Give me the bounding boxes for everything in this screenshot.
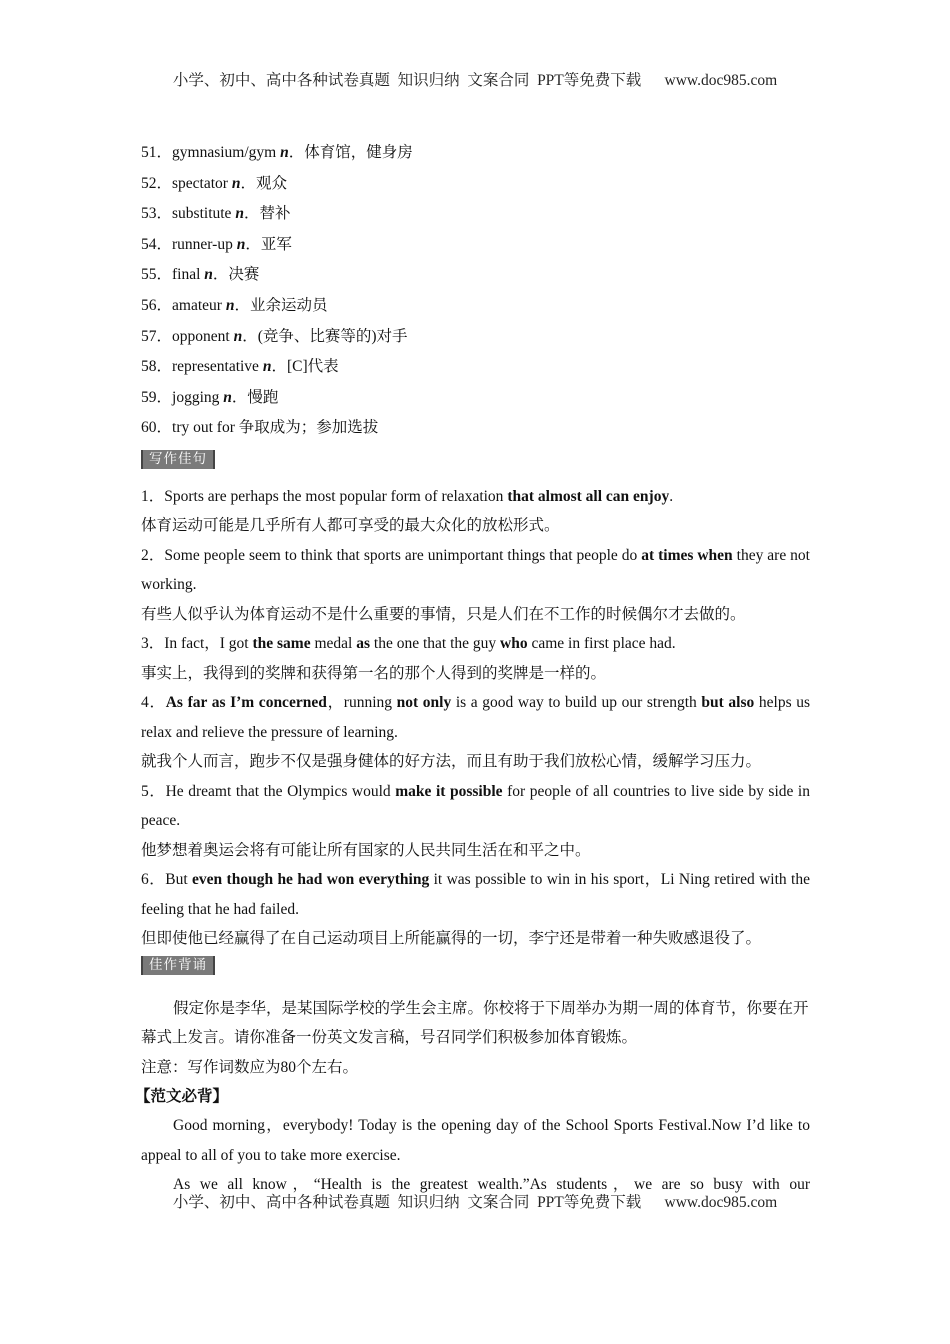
sentence-text: 3．In fact，I got [141, 635, 253, 653]
task-note: 注意：写作词数应为80个左右。 [141, 1058, 359, 1076]
sentence-key-phrase: the same [252, 635, 311, 653]
sentence-zh: 有些人似乎认为体育运动不是什么重要的事情，只是人们在不工作的时候偶尔才去做的。 [141, 605, 746, 623]
sentence-text: came in first place had. [527, 635, 676, 653]
vocab-item: 60．try out for 争取成为；参加选拔 [141, 419, 379, 437]
page-header [0, 68, 950, 90]
sentence-key-phrase: not only [396, 694, 452, 712]
sample-title: 【范文必背】 [135, 1088, 229, 1106]
vocab-item: 54．runner-up n．亚军 [141, 235, 292, 253]
sentence-text: 1．Sports are perhaps the most popular form of relaxation [141, 487, 508, 505]
sentence-text: helps us relax and relieve the pressure of learning. [141, 694, 810, 741]
sentence-key-phrase: that almost all can enjoy [507, 487, 670, 505]
sentence-zh: 但即使他已经赢得了在自己运动项目上所能赢得的一切，李宁还是带着一种失败感退役了。 [141, 930, 762, 948]
sentence-text: it was possible to win in his sport，Li Ning retired with the feeling that he had failed. [141, 871, 810, 918]
essay-paragraph: As we all know，“Health is the greatest wealth.”As students，we are so busy with our [173, 1176, 810, 1194]
section-tag-label: 佳作背诵 [141, 956, 215, 975]
sentence-en [141, 688, 810, 747]
sentence-text: for people of all countries to live side by side in peace. [141, 782, 810, 830]
sentence-key-phrase: at times when [641, 546, 733, 564]
sentence-text: 2．Some people seem to think that sports are unimportant things that people do [141, 546, 642, 564]
vocab-item: 51．gymnasium/gym n．体育馆，健身房 [141, 144, 413, 161]
vocab-item: 53．substitute n．替补 [141, 205, 291, 223]
sentence-key-phrase: but also [701, 694, 755, 712]
vocab-item: 58．representative n．[C]代表 [141, 358, 339, 376]
task-paragraph: 假定你是李华，是某国际学校的学生会主席。你校将于下周举办为期一周的体育节，你要在开幕式上发言。请你准备一份英文发言稿，号召同学们积极参加体育锻炼。 [141, 999, 809, 1047]
sentence-zh: 体育运动可能是几乎所有人都可享受的最大众化的放松形式。 [141, 517, 560, 535]
sentence-en [141, 541, 810, 600]
sentence-text: is a good way to build up our strength [451, 694, 702, 712]
sentence-en [141, 777, 810, 836]
sentence-text: ，running [326, 694, 397, 712]
sentence-key-phrase: make it possible [395, 782, 503, 800]
header-text: 小学、初中、高中各种试卷真题 知识归纳 文案合同 PPT等免费下载 [172, 72, 642, 89]
section-tag-label: 写作佳句 [141, 450, 215, 469]
sentence-key-phrase: even though he had won everything [192, 871, 430, 889]
sentence-text: . [669, 487, 674, 505]
sentence-zh: 就我个人而言，跑步不仅是强身健体的好方法，而且有助于我们放松心情，缓解学习压力。 [141, 753, 762, 771]
vocab-item: 59．jogging n．慢跑 [141, 388, 279, 406]
footer-text: 小学、初中、高中各种试卷真题 知识归纳 文案合同 PPT等免费下载 [172, 1194, 642, 1211]
sentence-key-phrase: as [356, 635, 371, 653]
sentence-zh: 他梦想着奥运会将有可能让所有国家的人民共同生活在和平之中。 [141, 841, 591, 859]
writing-task [141, 994, 810, 1083]
sentence-text: medal [310, 635, 357, 653]
footer-url: www.doc985.com [664, 1194, 778, 1211]
sentence-en [141, 865, 810, 924]
document-body [135, 142, 810, 1200]
vocab-item: 52．spectator n．观众 [141, 174, 287, 192]
page-footer [0, 1190, 950, 1212]
sentence-text: the one that the guy [370, 635, 501, 653]
sentence-text: they are not working. [141, 546, 810, 594]
sentence-en [141, 482, 810, 512]
header-url: www.doc985.com [664, 72, 778, 89]
vocab-list [141, 142, 810, 448]
sentence-en [141, 629, 810, 659]
sentence-text: 4． [141, 694, 166, 712]
sentence-text: 5．He dreamt that the Olympics would [141, 782, 396, 800]
vocab-item: 55．final n．决赛 [141, 266, 260, 284]
vocab-item: 56．amateur n．业余运动员 [141, 296, 328, 314]
sentence-key-phrase: who [500, 635, 528, 653]
sentence-zh: 事实上，我得到的奖牌和获得第一名的那个人得到的奖牌是一样的。 [141, 664, 607, 682]
sample-essay [141, 1111, 810, 1200]
section-tag-sentences [141, 448, 810, 478]
sentence-text: 6．But [141, 871, 193, 889]
essay-paragraph: Good morning，everybody! Today is the opening day of the School Sports Festival.Now I’d like to appeal to all of you to take more exercise. [141, 1117, 810, 1164]
section-tag-recite [141, 954, 810, 984]
sentence-key-phrase: As far as I’m concerned [165, 694, 327, 712]
sentence-list [141, 482, 810, 954]
vocab-item: 57．opponent n．(竞争、比赛等的)对手 [141, 327, 408, 345]
